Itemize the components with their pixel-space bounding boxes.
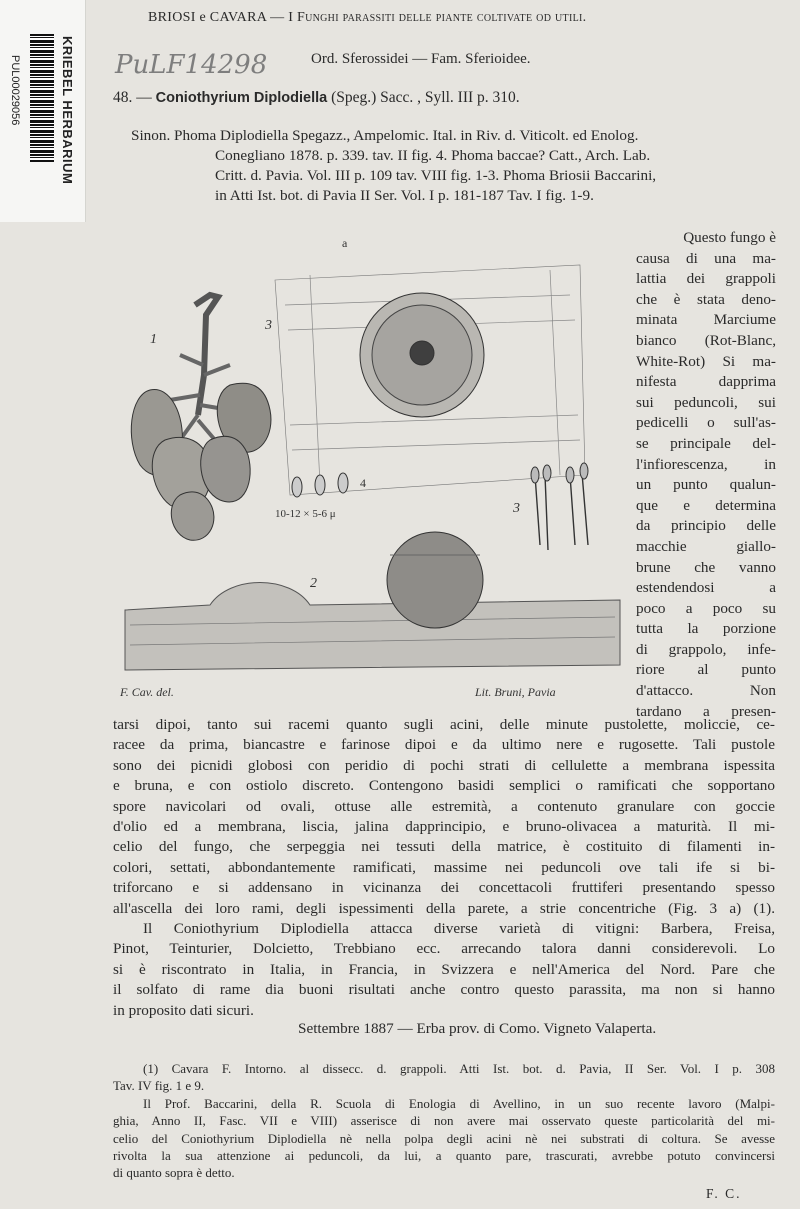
footnotes [113, 1060, 775, 1182]
footnote-line: Il Prof. Baccarini, della R. Scuola di Enologia di Avellino, in un suo recente lavoro (Malpi- [143, 1095, 775, 1111]
lithographer-credit: Lit. Bruni, Pavia [475, 685, 556, 699]
entry-number: 48. — [113, 89, 152, 106]
barcode [30, 34, 54, 162]
series-header [148, 10, 586, 26]
text-line: brune che vanno [636, 558, 776, 576]
footnote-line: rivolta la sua attenzione ai peduncoli, da lui, a quanto pare, trascurati, avrebbe potuto convincersi [113, 1148, 775, 1164]
figure-label-4: 4 [360, 476, 366, 490]
series-title: — I Funghi parassiti delle piante coltivate od utili. [270, 10, 587, 25]
description-right-column [636, 228, 776, 722]
collection-info: Settembre 1887 — Erba prov. di Como. Vigneto Valaperta. [298, 1020, 657, 1037]
text-line: d'attacco. Non [636, 682, 776, 700]
figure-3-pycnidium-section [275, 265, 585, 495]
text-line: causa di una ma- [636, 249, 776, 267]
footnote-line: ghia, Anno II, Fasc. VII e VIII) asserisce di non avere mai osservato queste particolarità del mi- [113, 1113, 775, 1129]
text-line: White-Rot) Si ma- [636, 352, 776, 370]
text-line: che è stata deno- [636, 290, 776, 308]
author-signature: F. C. [706, 1186, 742, 1201]
description-main-text [113, 715, 775, 1021]
text-line: il solfato di rame dia buoni risultati anche contro questo parassita, ma non si hanno [113, 981, 775, 999]
synonym-line: in Atti Ist. bot. di Pavia II Ser. Vol. I p. 181-187 Tav. I fig. 1-9. [215, 187, 594, 204]
text-line: tarsi dipoi, tanto sui racemi quanto sugli acini, delle minute pustolette, moliccie, ce- [113, 716, 775, 733]
figure-2-pustule-section [125, 532, 620, 670]
text-line: un punto qualun- [636, 476, 776, 494]
figure-label-3b: 3 [513, 501, 520, 516]
order-line: Ord. Sferossidei — Fam. Sferioidee. [311, 51, 531, 67]
footnote-line: celio del Coniothyrium Diplodiella nè nella polpa degli acini nè nei substrati di coltura. Se avesse [113, 1130, 775, 1146]
figure-plate [110, 225, 630, 705]
text-line: e bruna, e con ostiolo discreto. Contengono basidi semplici o ramificati che sopportano [113, 777, 775, 795]
synonym-line: Conegliano 1878. p. 339. tav. II fig. 4. Phoma baccae? Catt., Arch. Lab. [215, 147, 651, 164]
text-line: celio del fungo, che serpeggia nei tessuti della matrice, è costituito di filamenti in- [113, 838, 775, 856]
herbarium-label [0, 0, 86, 222]
text-line: triforcano e si addensano in vicinanza dei concettacoli fruttiferi presentando spesso [113, 879, 775, 897]
text-line: Pinot, Teinturier, Dolcietto, Trebbiano ecc. arrecando talora danni considerevoli. Lo [113, 940, 775, 958]
footnote-line: di quanto sopra è detto. [113, 1165, 235, 1181]
text-line: tutta la porzione [636, 620, 776, 638]
text-line: d'olio ed a membrana, liscia, jalina dapprincipio, e bruno-olivacea a maturità. Il mi- [113, 818, 775, 836]
text-line: racee da prima, biancastre e farinose dipoi e da ultimo nere e rugosette. Tali pustole [113, 736, 775, 754]
text-line: se principale del- [636, 434, 776, 452]
herbarium-name: KRIEBEL HERBARIUM [60, 36, 75, 185]
text-line: si è riscontrato in Italia, in Francia, in Svizzera e nell'America del Nord. Pare che [113, 960, 775, 978]
species-name: Coniothyrium Diplodiella [155, 90, 328, 106]
figure-label-1: 1 [150, 332, 157, 347]
figure-label-a: a [342, 236, 348, 250]
text-line: bianco (Rot-Blanc, [636, 331, 776, 349]
synonym-line: Critt. d. Pavia. Vol. III p. 109 tav. VIII fig. 1-3. Phoma Briosii Baccarini, [215, 167, 657, 184]
synonym-line: Sinon. Phoma Diplodiella Spegazz., Ampelomic. Ital. in Riv. d. Viticolt. ed Enolog. [131, 127, 639, 144]
text-line: sono dei picnidi globosi con peridio di pochi strati di cellulette a membrana ispessita [113, 756, 775, 774]
barcode-number: PUL00029056 [9, 55, 21, 126]
text-line: que e determina [636, 496, 776, 514]
text-line: Il Coniothyrium Diplodiella attacca diverse varietà di vitigni: Barbera, Freisa, [143, 920, 775, 938]
species-authority: (Speg.) Sacc. , Syll. III p. 310. [331, 89, 520, 106]
spore-measurement: 10-12 × 5-6 μ [275, 508, 336, 520]
figure-4-spores [292, 473, 348, 497]
figure-label-3: 3 [265, 318, 272, 333]
text-line: riore al punto [636, 661, 776, 679]
text-line: sui peduncoli, sui [636, 393, 776, 411]
illustrator-credit: F. Cav. del. [120, 685, 174, 699]
authors: BRIOSI e CAVARA [148, 10, 267, 25]
entry-title [113, 89, 520, 107]
text-line: pedicelli o sull'as- [636, 414, 776, 432]
footnote-line: Tav. IV fig. 1 e 9. [113, 1078, 205, 1094]
handwritten-accession: PuLF14298 [115, 50, 268, 80]
text-line: l'infiorescenza, in [636, 455, 776, 473]
text-line: lattia dei grappoli [636, 270, 776, 288]
text-line: minata Marciume [636, 311, 776, 329]
figure-label-2: 2 [310, 576, 317, 591]
text-line: da principio delle [636, 517, 776, 535]
text-line: di grappolo, infe- [636, 640, 776, 658]
text-line: poco a poco su [636, 599, 776, 617]
text-line: in proposito dati sicuri. [113, 1001, 254, 1019]
text-line: estendendosi a [636, 579, 776, 597]
footnote-line: (1) Cavara F. Intorno. al dissecc. d. grappoli. Atti Ist. bot. d. Pavia, II Ser. Vol. I p. 308 [143, 1061, 775, 1076]
text-line: Questo fungo è [683, 229, 776, 246]
text-line: spore navicolari od ovali, ottuse alle estremità, a contenuto granulare con goccie [113, 797, 775, 815]
text-line: nifesta dapprima [636, 373, 776, 391]
text-line: tardano a presen- [636, 702, 776, 720]
figure-3-basidia [531, 463, 588, 550]
text-line: macchie giallo- [636, 537, 776, 555]
text-line: colori, settati, abbondantemente ramificati, massime nei peduncoli ove tali ife si bi- [113, 858, 775, 876]
text-line: all'ascella dei loro rami, degli ispessimenti della parete, a strie concentriche (Fig. 3 a) (1). [113, 899, 775, 917]
